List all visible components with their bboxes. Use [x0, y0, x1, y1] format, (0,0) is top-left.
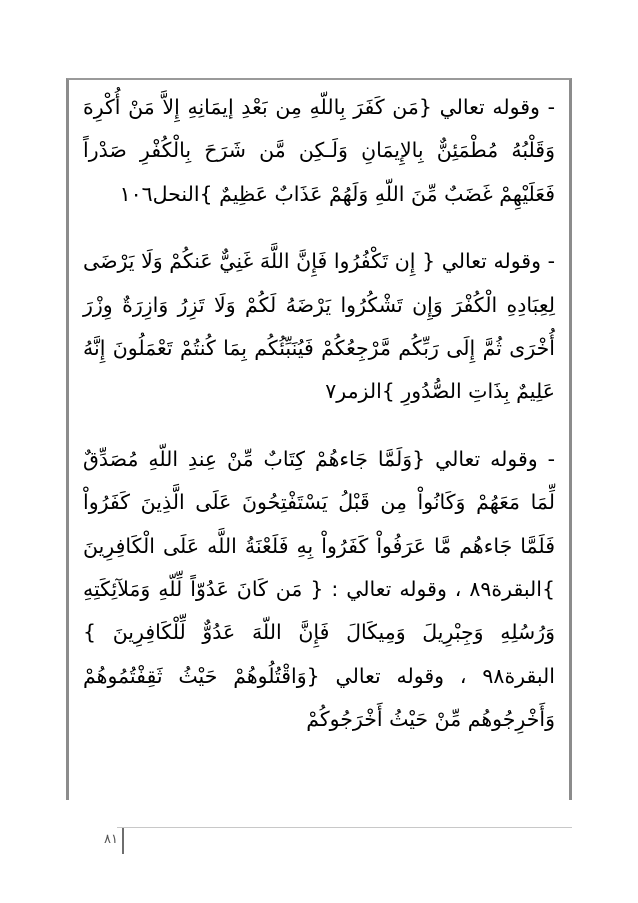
- body-text: [83, 86, 555, 766]
- footer-divider: [117, 827, 572, 828]
- page-frame: [66, 78, 572, 800]
- paragraph-al-baqarah-89-98: - وقوله تعالي {وَلَمَّا جَاءهُمْ كِتَابٌ مِّنْ عِندِ اللّهِ مُصَدِّقٌ لِّمَا مَعَهُمْ وَكَانُواْ مِن قَبْلُ يَسْتَفْتِحُونَ عَلَى الَّذِينَ كَفَرُواْ فَلَمَّا جَاءهُم مَّا عَرَفُواْ كَفَرُواْ بِهِ فَلَعْنَةُ اللَّه عَلَى الْكَافِرِينَ }البقرة٨٩ ، وقوله تعالي : { مَن كَانَ عَدُوّاً لِّلّهِ وَمَلآئِكَتِهِ وَرُسُلِهِ وَجِبْرِيلَ وَمِيكَالَ فَإِنَّ اللّهَ عَدُوٌّ لِّلْكَافِرِينَ }البقرة٩٨ ، وقوله تعالي {وَاقْتُلُوهُمْ حَيْثُ ثَقِفْتُمُوهُمْ وَأَخْرِجُوهُم مِّنْ حَيْثُ أَخْرَجُوكُمْ: [83, 446, 555, 732]
- page-number: ٨١: [104, 832, 118, 847]
- footer-separator-bar: [122, 828, 124, 854]
- paragraph-az-zumar-7: - وقوله تعالي { إِن تَكْفُرُوا فَإِنَّ اللَّهَ غَنِيٌّ عَنكُمْ وَلَا يَرْضَى لِعِبَادِهِ الْكُفْرَ وَإِن تَشْكُرُوا يَرْضَهُ لَكُمْ وَلَا تَزِرُ وَازِرَةٌ وِزْرَ أُخْرَى ثُمَّ إِلَى رَبِّكُم مَّرْجِعُكُمْ فَيُنَبِّئُكُم بِمَا كُنتُمْ تَعْمَلُونَ إِنَّهُ عَلِيمٌ بِذَاتِ الصُّدُورِ }الزمر٧: [83, 249, 555, 404]
- paragraph-an-nahl-106: - وقوله تعالي {مَن كَفَرَ بِاللّهِ مِن بَعْدِ إيمَانِهِ إِلاَّ مَنْ أُكْرِهَ وَقَلْبُهُ مُطْمَئِنٌّ بِالإِيمَانِ وَلَـكِن مَّن شَرَحَ بِالْكُفْرِ صَدْراً فَعَلَيْهِمْ غَضَبٌ مِّنَ اللّهِ وَلَهُمْ عَذَابٌ عَظِيمٌ }النحل١٠٦: [83, 95, 555, 206]
